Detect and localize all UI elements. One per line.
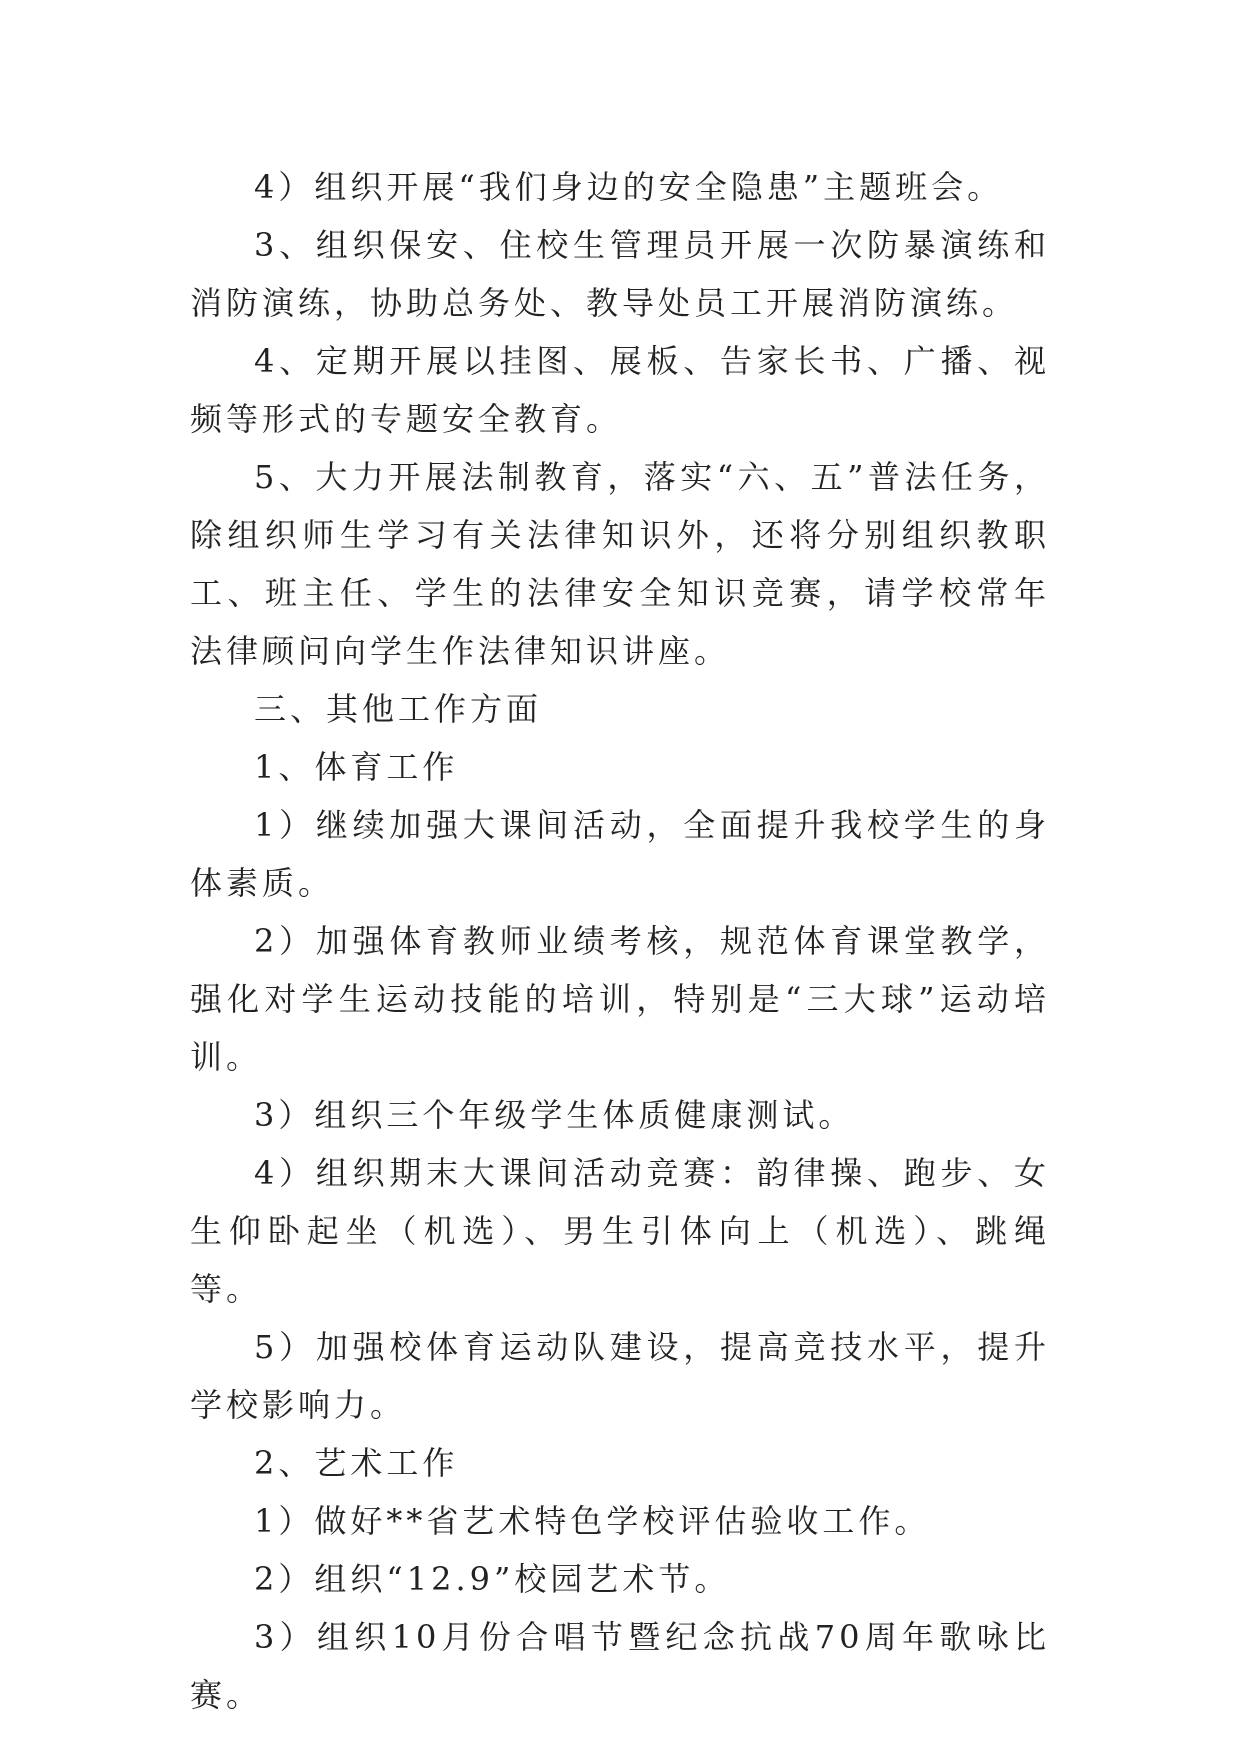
paragraph: 3）组织三个年级学生体质健康测试。 [254, 1096, 855, 1134]
section-heading: 三、其他工作方面 [254, 690, 543, 728]
paragraph: 1）继续加强大课间活动，全面提升我校学生的身体素质。 [190, 806, 1050, 902]
paragraph: 2）加强体育教师业绩考核，规范体育课堂教学，强化对学生运动技能的培训，特别是“三大球”运动培训。 [190, 922, 1050, 1076]
paragraph: 4、定期开展以挂图、展板、告家长书、广播、视频等形式的专题安全教育。 [190, 342, 1050, 438]
paragraph: 1）做好**省艺术特色学校评估验收工作。 [254, 1502, 931, 1540]
paragraph: 4）组织开展“我们身边的安全隐患”主题班会。 [254, 168, 1004, 206]
subsection-heading: 1、体育工作 [254, 748, 459, 786]
paragraph: 3）组织10月份合唱节暨纪念抗战70周年歌咏比赛。 [190, 1618, 1050, 1714]
document-body [190, 158, 1050, 1724]
paragraph: 5、大力开展法制教育，落实“六、五”普法任务，除组织师生学习有关法律知识外，还将分别组织教职工、班主任、学生的法律安全知识竞赛，请学校常年法律顾问向学生作法律知识讲座。 [190, 458, 1050, 670]
paragraph: 5）加强校体育运动队建设，提高竞技水平，提升学校影响力。 [190, 1328, 1050, 1424]
paragraph: 2）组织“12.9”校园艺术节。 [254, 1560, 731, 1598]
subsection-heading: 2、艺术工作 [254, 1444, 459, 1482]
paragraph: 3、组织保安、住校生管理员开展一次防暴演练和消防演练，协助总务处、教导处员工开展消防演练。 [190, 226, 1050, 322]
paragraph: 4）组织期末大课间活动竞赛：韵律操、跑步、女生仰卧起坐（机选）、男生引体向上（机选）、跳绳等。 [190, 1154, 1050, 1308]
